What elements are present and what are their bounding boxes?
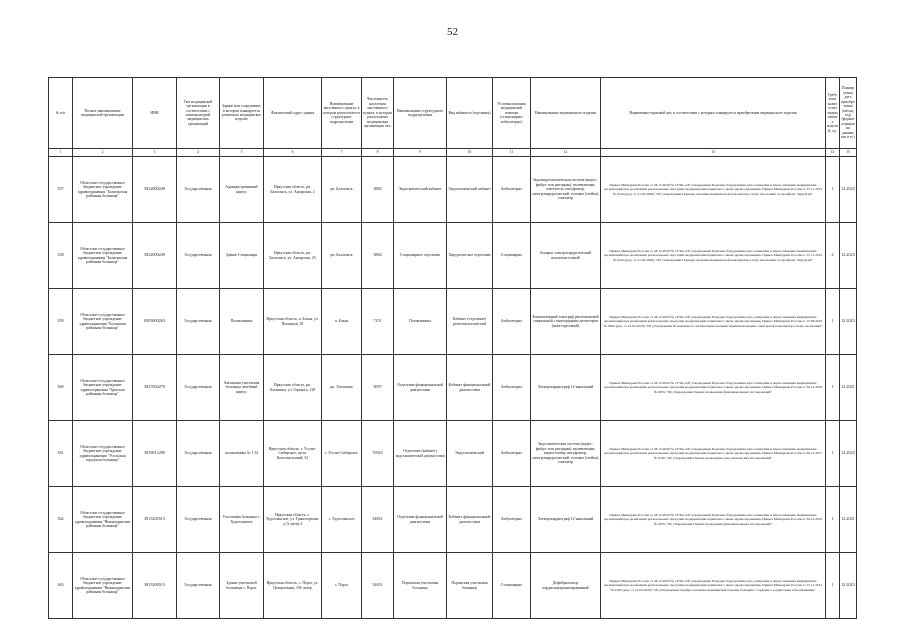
column-number: 6 [264, 149, 322, 157]
quantity-cell: 1 [826, 355, 840, 421]
cabinet-type-cell: Кабинет (отделение) рентгенологический [447, 289, 493, 355]
row-number-cell: 358 [49, 223, 73, 289]
page-number: 52 [447, 26, 458, 38]
column-header: Наименование населённого пункта, в котором располагается структурное подразделение [322, 78, 362, 149]
structural-unit-cell: Стационарное отделение [394, 223, 447, 289]
organization-type-cell: Государственная [177, 289, 220, 355]
planned-date-cell: 12.2023 [840, 157, 857, 223]
structural-unit-cell: Отделение функциональной диагностики [394, 487, 447, 553]
table-header-row [49, 78, 857, 149]
column-header: Наименование структурного подразделения [394, 78, 447, 149]
table-row [49, 289, 857, 355]
care-conditions-cell: Амбулаторно [493, 355, 531, 421]
legal-act-cell: Приказ Минздрава России от 28.12.2020 № 1379н «Об утверждении Перечня оборудования для оснащения и переоснащения медицинских организаций при реализации региональных программ модернизации первичного звена здравоохранения» Приказ Минздрава России от 26.12.2016 № 997н "Об утверждении Правил проведения функциональных исследований" [601, 487, 826, 553]
legal-act-cell: Приказ Минздрава России от 28.12.2020 № 1379н «Об утверждении Перечня оборудования для оснащения и переоснащения медицинских организаций при реализации региональных программ модернизации первичного звена здравоохранения» Приказ Минздрава России от 06.12.2017 № 974н "Об утверждении Правил проведения эндоскопических исследований" [601, 421, 826, 487]
organization-type-cell: Государственная [177, 421, 220, 487]
inn-cell: 8503000263 [133, 289, 177, 355]
organization-name-cell: Областное государственное бюджетное учреждение здравоохранения "Балаганская районная больница" [73, 157, 133, 223]
care-conditions-cell: Стационарно [493, 553, 531, 619]
building-cell: Здание участковой больницы с. Порог [220, 553, 264, 619]
building-cell: поликлиника № 1 54 [220, 421, 264, 487]
column-number: 15 [840, 149, 857, 157]
column-header: Наименование медицинского изделия [531, 78, 601, 149]
structural-unit-cell: Поликлиника [394, 289, 447, 355]
legal-act-cell: Приказ Минздрава России от 28.12.2020 № 1379н «Об утверждении Перечня оборудования для оснащения и переоснащения медицинских организаций при реализации региональных программ модернизации первичного звена здравоохранения» Приказ Минздрава России от 15.11.2012 № 922н (ред. от 21.02.2020) "Об утверждении Порядка оказания медицинской помощи взрослому населению по профилю "хирургия" [601, 223, 826, 289]
care-conditions-cell: Амбулаторно [493, 157, 531, 223]
building-cell: Участковая больница с. Худоеланское [220, 487, 264, 553]
locality-cell: рп. Хагашица [322, 355, 362, 421]
table-row [49, 157, 857, 223]
quantity-cell: 4 [826, 223, 840, 289]
device-name-cell: Эндовидеоскопическая система (видео-, фибро- или ригидная), включающая: осветитель, инсуфлятор, электрохирургический, тележка (стойка), тонометр [531, 157, 601, 223]
row-number-cell: 357 [49, 157, 73, 223]
building-cell: Здание Стационара [220, 223, 264, 289]
legal-act-cell: Приказ Минздрава России от 28.12.2020 № 1379н «Об утверждении Перечня оборудования для оснащения и переоснащения медицинских организаций при реализации региональных программ модернизации первичного звена здравоохранения» Приказ Минздрава России от 15.11.2012 № 918н (ред. от 21.02.2020) "Об утверждении порядка оказания медицинской помощи больным с сердечно-сосудистыми заболеваниями" [601, 553, 826, 619]
column-header: Численность населения населённого пункта, в котором расположена медицинская организация чел. [362, 78, 394, 149]
column-header: Нормативно-правовой акт, в соответствии с которым планируется приобретение медицинского изделия [601, 78, 826, 149]
population-cell: 3882 [362, 157, 394, 223]
device-name-cell: Дефибриллятор кардиосинхронизированный [531, 553, 601, 619]
column-number: 5 [220, 149, 264, 157]
organization-name-cell: Областное государственное бюджетное учреждение здравоохранения "Усольская городская больница" [73, 421, 133, 487]
device-name-cell: Электрокардиограф 12-канальный [531, 355, 601, 421]
locality-cell: с. Худоеланское [322, 487, 362, 553]
structural-unit-cell: Эндоскопический кабинет [394, 157, 447, 223]
locality-cell: рп. Балаганск [322, 157, 362, 223]
address-cell: Иркутская область, с. Порог, ул. Центральная, 196 литер [264, 553, 322, 619]
organization-type-cell: Государственная [177, 553, 220, 619]
inn-cell: 3813200515 [133, 553, 177, 619]
column-number: 8 [362, 149, 394, 157]
care-conditions-cell: Амбулаторно [493, 289, 531, 355]
planned-date-cell: 12.2021 [840, 487, 857, 553]
column-header: Тип медицинской организации в соответствии с номенклатурой медицинских организаций [177, 78, 220, 149]
cabinet-type-cell: Хирургическое отделение [447, 223, 493, 289]
locality-cell: с. Порог [322, 553, 362, 619]
column-number: 7 [322, 149, 362, 157]
table-row [49, 421, 857, 487]
organization-name-cell: Областное государственное бюджетное учреждение здравоохранения "Нижнеудинская районная больница" [73, 487, 133, 553]
cabinet-type-cell: Эндоскопический кабинет [447, 157, 493, 223]
column-header: Полное наименование медицинской организации [73, 78, 133, 149]
care-conditions-cell: Амбулаторно [493, 487, 531, 553]
quantity-cell: 1 [826, 289, 840, 355]
structural-unit-cell: Отделение функциональной диагностики [394, 355, 447, 421]
planned-date-cell: 12.2023 [840, 421, 857, 487]
cabinet-type-cell: Порожская участковая больница [447, 553, 493, 619]
column-header: № п/п [49, 78, 73, 149]
column-number: 10 [447, 149, 493, 157]
address-cell: Иркутская область, п. Бохан, ул. Пионеров, 28 [264, 289, 322, 355]
inn-cell: 3827004279 [133, 355, 177, 421]
quantity-cell: 1 [826, 553, 840, 619]
organization-type-cell: Государственная [177, 223, 220, 289]
row-number-cell: 359 [49, 289, 73, 355]
row-number-cell: 361 [49, 421, 73, 487]
table-row [49, 553, 857, 619]
population-cell: 34651 [362, 487, 394, 553]
column-header: Фактический адрес здания [264, 78, 322, 149]
population-cell: 3097 [362, 355, 394, 421]
table-row [49, 355, 857, 421]
column-number: 2 [73, 149, 133, 157]
inn-cell: 3819012290 [133, 421, 177, 487]
organization-name-cell: Областное государственное бюджетное учреждение здравоохранения "Братская районная больница" [73, 355, 133, 421]
row-number-cell: 360 [49, 355, 73, 421]
building-cell: Поликлиника [220, 289, 264, 355]
cabinet-type-cell: Кабинет функциональной диагностики [447, 355, 493, 421]
row-number-cell: 363 [49, 553, 73, 619]
inn-cell: 3813200515 [133, 487, 177, 553]
device-name-cell: Аппарат электрохирургический высокочастотный [531, 223, 601, 289]
column-number: 9 [394, 149, 447, 157]
address-cell: Иркутская область, г. Усолье-Сибирское, пр-кт Комсомольский, 54 [264, 421, 322, 487]
column-number: 1 [49, 149, 73, 157]
row-number-cell: 362 [49, 487, 73, 553]
organization-name-cell: Областное государственное бюджетное учреждение здравоохранения "Боханская районная больница" [73, 289, 133, 355]
inn-cell: 3822000249 [133, 223, 177, 289]
table-row [49, 487, 857, 553]
cabinet-type-cell: Эндоскопический [447, 421, 493, 487]
column-number: 4 [177, 149, 220, 157]
organization-type-cell: Государственная [177, 157, 220, 223]
address-cell: Иркутская область, рп. Балаганск, ул. Ангарская, 2 [264, 157, 322, 223]
population-cell: 34651 [362, 553, 394, 619]
structural-unit-cell: Порожская участковая больница [394, 553, 447, 619]
structural-unit-cell: Отделение (кабинет) эндоскопической диагностики [394, 421, 447, 487]
column-header: ИНН [133, 78, 177, 149]
population-cell: 7151 [362, 289, 394, 355]
quantity-cell: 1 [826, 157, 840, 223]
address-cell: Иркутская область, рп. Хагашица, ул. Горького, 128 [264, 355, 322, 421]
column-number: 11 [493, 149, 531, 157]
care-conditions-cell: Амбулаторно [493, 421, 531, 487]
column-number: 12 [531, 149, 601, 157]
organization-type-cell: Государственная [177, 355, 220, 421]
planned-date-cell: 12.2023 [840, 289, 857, 355]
medical-equipment-table [48, 77, 857, 619]
legal-act-cell: Приказ Минздрава России от 28.12.2020 № 1379н «Об утверждении Перечня оборудования для оснащения и переоснащения медицинских организаций при реализации региональных программ модернизации первичного звена здравоохранения» Приказ Минздрава России от 15.11.2012 № 922н (ред. от 21.02.2020) "Об утверждении Порядка оказания медицинской помощи взрослому населению по профилю "хирургия" [601, 157, 826, 223]
planned-date-cell: 12.2023 [840, 223, 857, 289]
column-header: Условия оказания медицинской помощи (стационарно/амбулаторно) [493, 78, 531, 149]
building-cell: Административный корпус [220, 157, 264, 223]
column-number: 14 [826, 149, 840, 157]
column-number: 3 [133, 149, 177, 157]
address-cell: Иркутская область, рп. Балаганск, ул. Ангарская, 25 [264, 223, 322, 289]
organization-name-cell: Областное государственное бюджетное учреждение здравоохранения "Нижнеудинская районная больница" [73, 553, 133, 619]
address-cell: Иркутская область, с. Худоеланское, ул. Транспортная, д.7а литер 2 [264, 487, 322, 553]
device-name-cell: Электрокардиограф 12-канальный [531, 487, 601, 553]
population-cell: 3882 [362, 223, 394, 289]
column-header: Требуемое количество медицинских изделий, ед. [826, 78, 840, 149]
column-header: Планируемая дата приобретения (месяц, год) (формат отражения данных мм.гггг.) [840, 78, 857, 149]
table-body [49, 157, 857, 619]
device-name-cell: Эндоскопическая система (видео-, фибро- или ригидная), включающая: видеоголовку, инсуфлятор, электрохирургический, тележка (стойка), тонометр [531, 421, 601, 487]
legal-act-cell: Приказ Минздрава России от 28.12.2020 № 1379н «Об утверждении Перечня оборудования для оснащения и переоснащения медицинских организаций при реализации региональных программ модернизации первичного звена здравоохранения» Приказ Минздрава России от 15.06.2022 № 560н (ред. от 21.02.2020) "Об утверждении Положения об организации оказания первичной медико-санитарной помощи взрослому населению" [601, 289, 826, 355]
table-row [49, 223, 857, 289]
locality-cell: п. Бохан [322, 289, 362, 355]
cabinet-type-cell: Кабинет функциональной диагностики [447, 487, 493, 553]
column-number-row [49, 149, 857, 157]
care-conditions-cell: Стационарно [493, 223, 531, 289]
population-cell: 76925 [362, 421, 394, 487]
column-number: 13 [601, 149, 826, 157]
quantity-cell: 1 [826, 487, 840, 553]
column-header: Вид кабинета (отделения) [447, 78, 493, 149]
inn-cell: 3822000249 [133, 157, 177, 223]
column-header: Здание или сооружение, в котором планируется размещать медицинское изделие [220, 78, 264, 149]
organization-name-cell: Областное государственное бюджетное учреждение здравоохранения "Балаганская районная больница" [73, 223, 133, 289]
device-name-cell: Компьютерный томограф рентгеновский спиральный с многорядным детектором (многосрезовый) [531, 289, 601, 355]
legal-act-cell: Приказ Минздрава России от 28.12.2020 № 1379н «Об утверждении Перечня оборудования для оснащения и переоснащения медицинских организаций при реализации региональных программ модернизации первичного звена здравоохранения» Приказ Минздрава России от 26.12.2016 № 997н "Об утверждении Правил проведения функциональных исследований" [601, 355, 826, 421]
organization-type-cell: Государственная [177, 487, 220, 553]
planned-date-cell: 12.2021 [840, 355, 857, 421]
locality-cell: г. Усолье-Сибирское [322, 421, 362, 487]
quantity-cell: 1 [826, 421, 840, 487]
building-cell: Анганская участковая больница лечебный корпус [220, 355, 264, 421]
locality-cell: рп. Балаганск [322, 223, 362, 289]
planned-date-cell: 12.2023 [840, 553, 857, 619]
